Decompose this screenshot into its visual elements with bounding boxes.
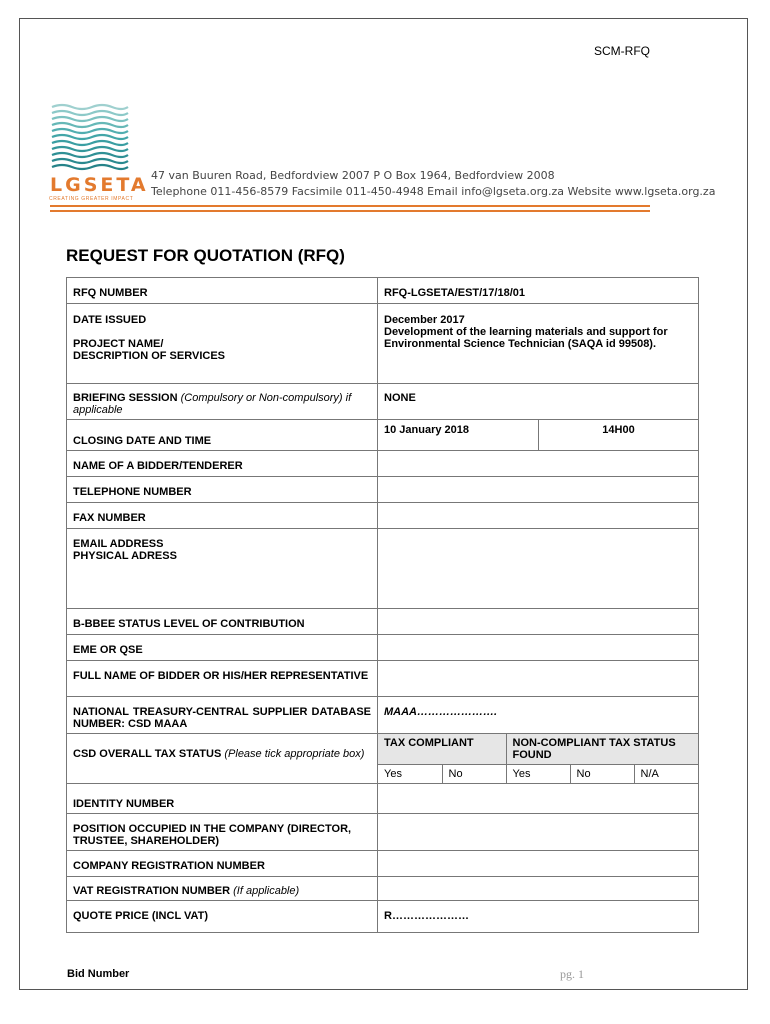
table-row xyxy=(67,384,699,420)
csd-label: NATIONAL TREASURY-CENTRAL SUPPLIER DATABASE NUMBER: CSD MAAA xyxy=(67,697,378,734)
table-row xyxy=(378,734,698,765)
bid-number-label: Bid Number xyxy=(67,968,130,980)
table-row xyxy=(67,503,699,529)
fax-field[interactable] xyxy=(378,503,699,529)
position-label: POSITION OCCUPIED IN THE COMPANY (DIRECTOR, TRUSTEE, SHAREHOLDER) xyxy=(67,814,378,851)
table-row xyxy=(67,734,699,784)
address-block xyxy=(151,168,715,200)
date-issued-label: DATE ISSUED xyxy=(73,314,147,326)
quote-price-label: QUOTE PRICE (INCL VAT) xyxy=(67,901,378,933)
header-rule-top xyxy=(50,205,650,207)
tax-noncompliant-na[interactable]: N/A xyxy=(634,765,698,784)
table-row xyxy=(67,851,699,877)
email-physical-field[interactable] xyxy=(378,529,699,609)
tax-noncompliant-no[interactable]: No xyxy=(570,765,634,784)
tax-status-label: CSD OVERALL TAX STATUS xyxy=(73,748,222,760)
rfq-form-table xyxy=(66,277,699,933)
closing-date: 10 January 2018 xyxy=(378,420,539,450)
table-row xyxy=(67,901,699,933)
csd-value[interactable] xyxy=(378,697,699,734)
representative-label: FULL NAME OF BIDDER OR HIS/HER REPRESENTATIVE xyxy=(67,661,378,697)
bbbee-label: B-BBEE STATUS LEVEL OF CONTRIBUTION xyxy=(67,609,378,635)
telephone-field[interactable] xyxy=(378,477,699,503)
logo-wordmark: LGSETA xyxy=(50,174,149,196)
table-row xyxy=(67,304,699,384)
project-description: Development of the learning materials and support for Environmental Science Technician (SAQA id 99508). xyxy=(384,326,668,350)
briefing-label: BRIEFING SESSION xyxy=(73,392,178,404)
table-row xyxy=(67,877,699,901)
email-label: EMAIL ADDRESS xyxy=(73,538,164,550)
table-row xyxy=(67,477,699,503)
project-label-1: PROJECT NAME/ xyxy=(73,338,164,350)
header-rule-bottom xyxy=(50,210,650,212)
vat-label-cell xyxy=(67,877,378,901)
contact-line: Telephone 011-456-8579 Facsimile 011-450-4948 Email info@lgseta.org.za Website www.lgseta.org.za xyxy=(151,185,716,198)
date-issued-value: December 2017 xyxy=(384,314,465,326)
briefing-label-cell xyxy=(67,384,378,420)
page-number: pg. 1 xyxy=(560,967,584,981)
vat-note: (If applicable) xyxy=(233,885,300,897)
table-row xyxy=(378,765,698,784)
bidder-name-label: NAME OF A BIDDER/TENDERER xyxy=(67,451,378,477)
closing-subtable xyxy=(378,420,698,450)
address-line: 47 van Buuren Road, Bedfordview 2007 P O Box 1964, Bedfordview 2008 xyxy=(151,169,555,182)
quote-price-field[interactable]: R………………… xyxy=(378,901,699,933)
vat-label: VAT REGISTRATION NUMBER xyxy=(73,885,231,897)
table-row xyxy=(67,529,699,609)
tax-status-note: (Please tick appropriate box) xyxy=(224,748,365,760)
table-row xyxy=(67,278,699,304)
tax-noncompliant-yes[interactable]: Yes xyxy=(506,765,570,784)
tax-status-label-cell xyxy=(67,734,378,784)
bidder-name-field[interactable] xyxy=(378,451,699,477)
date-project-label-cell xyxy=(67,304,378,384)
closing-label: CLOSING DATE AND TIME xyxy=(67,420,378,451)
eme-qse-field[interactable] xyxy=(378,635,699,661)
tax-status-subtable xyxy=(378,734,698,783)
table-row xyxy=(67,609,699,635)
table-row xyxy=(378,420,698,450)
closing-time: 14H00 xyxy=(602,424,635,436)
identity-number-field[interactable] xyxy=(378,784,699,814)
representative-field[interactable] xyxy=(378,661,699,697)
eme-qse-label: EME OR QSE xyxy=(67,635,378,661)
vat-field[interactable] xyxy=(378,877,699,901)
table-row xyxy=(67,661,699,697)
rfq-number-value: RFQ-LGSETA/EST/17/18/01 xyxy=(378,278,699,304)
rfq-number-label: RFQ NUMBER xyxy=(67,278,378,304)
telephone-label: TELEPHONE NUMBER xyxy=(67,477,378,503)
csd-maaa-number: MAAA…………………. xyxy=(384,706,498,718)
table-row xyxy=(67,814,699,851)
tax-compliant-header: TAX COMPLIANT xyxy=(378,734,506,765)
table-row xyxy=(67,784,699,814)
project-label-2: DESCRIPTION OF SERVICES xyxy=(73,350,225,362)
tax-status-cell xyxy=(378,734,699,784)
bbbee-field[interactable] xyxy=(378,609,699,635)
position-field[interactable] xyxy=(378,814,699,851)
tax-compliant-yes[interactable]: Yes xyxy=(378,765,442,784)
physical-address-label: PHYSICAL ADRESS xyxy=(73,550,177,562)
email-physical-label-cell xyxy=(67,529,378,609)
logo-tagline: CREATING GREATER IMPACT xyxy=(49,196,134,202)
briefing-note: (Compulsory or Non-compulsory) if applicable xyxy=(73,392,352,416)
page-title: REQUEST FOR QUOTATION (RFQ) xyxy=(66,246,345,265)
tax-noncompliant-header: NON-COMPLIANT TAX STATUS FOUND xyxy=(506,734,698,765)
closing-value-cell xyxy=(378,420,699,451)
briefing-value: NONE xyxy=(378,384,699,420)
tax-compliant-no[interactable]: No xyxy=(442,765,506,784)
table-row xyxy=(67,420,699,451)
identity-number-label: IDENTITY NUMBER xyxy=(67,784,378,814)
company-reg-label: COMPANY REGISTRATION NUMBER xyxy=(67,851,378,877)
table-row xyxy=(67,451,699,477)
company-reg-field[interactable] xyxy=(378,851,699,877)
table-row xyxy=(67,635,699,661)
fax-label: FAX NUMBER xyxy=(67,503,378,529)
document-code: SCM-RFQ xyxy=(594,44,650,58)
table-row xyxy=(67,697,699,734)
date-project-value-cell xyxy=(378,304,699,384)
